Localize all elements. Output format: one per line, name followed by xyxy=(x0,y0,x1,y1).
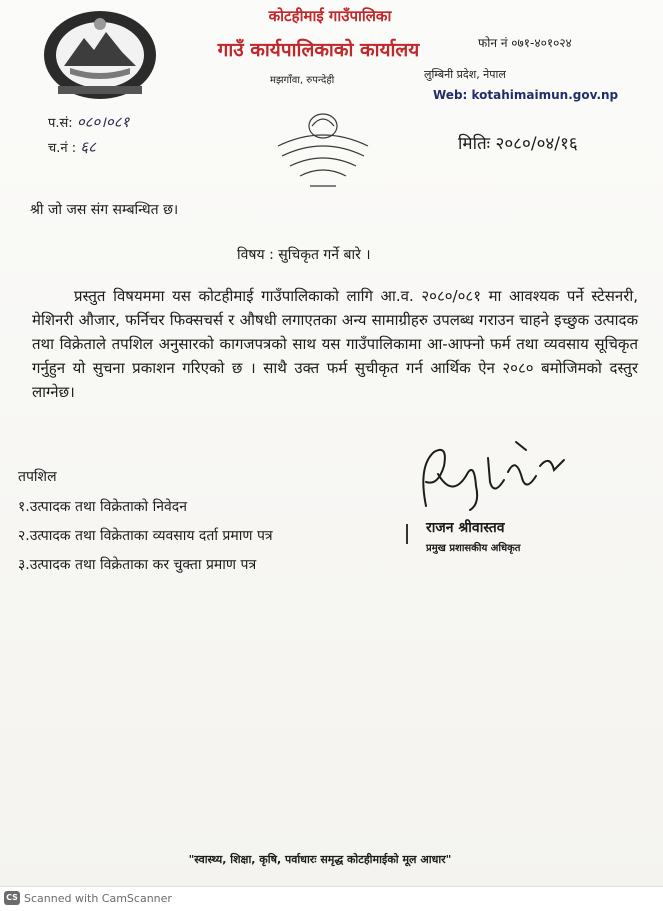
phone-number: फोन नं ०७१-४०१०२४ xyxy=(478,36,572,50)
list-item: १.उत्पादक तथा विक्रेताको निवेदन xyxy=(18,499,187,515)
ps-value: ०८०।०८१ xyxy=(76,113,130,131)
office-name: गाउँ कार्यपालिकाको कार्यालय xyxy=(217,39,420,61)
scanner-watermark-bar xyxy=(0,886,663,911)
cn-label: च.नं : xyxy=(48,141,77,156)
required-documents-list xyxy=(18,493,273,580)
ps-label: प.सं: xyxy=(48,116,73,131)
ref-cn xyxy=(48,137,96,157)
subject-line: विषय : सुचिकृत गर्ने बारे । xyxy=(237,247,371,263)
signatory-name: राजन श्रीवास्तव xyxy=(426,520,505,536)
recipient-line: श्री जो जस संग सम्बन्धित छ। xyxy=(30,202,179,218)
municipality-name: कोटहीमाई गाउँपालिका xyxy=(268,7,392,25)
scanner-watermark-text: Scanned with CamScanner xyxy=(24,892,172,905)
office-address: मझगाँवा, रुपन्देही xyxy=(270,75,335,86)
notice-body-text: प्रस्तुत विषयममा यस कोटहीमाई गाउँपालिकाको लागि आ.व. २०८०/०८१ मा आवश्यक पर्ने स्टेसनरी, मेशिनरी औजार, फर्निचर फिक्सचर्स र औषधी लगाएतका अन्य सामाग्रीहरु उपलब्ध गराउन चाहने इच्छुक उत्पादक तथा विक्रेताले तपशिल अनुसारको कागजपत्रको साथ यस गाउँपालिकामा आ-आफ्नो फर्म तथा व्यवसाय सूचिकृत गर्नुहुन यो सुचना प्रकाशन गरिएको छ । साथै उक्त फर्म सुचीकृत गर्न आर्थिक ऐन २०८० बमोजिमको दस्तुर लाग्नेछ। xyxy=(32,287,639,401)
website-link[interactable]: Web: kotahimaimun.gov.np xyxy=(433,88,619,102)
signature-divider xyxy=(406,524,408,544)
signatory-title: प्रमुख प्रशासकीय अधिकृत xyxy=(426,543,521,554)
handwritten-signature xyxy=(404,436,584,516)
ref-ps xyxy=(48,112,129,132)
province-label: लुम्बिनी प्रदेश, नेपाल xyxy=(424,68,506,81)
cn-value: ६८ xyxy=(80,138,96,156)
office-stamp xyxy=(268,104,378,194)
list-heading: तपशिल xyxy=(18,469,57,485)
list-item: २.उत्पादक तथा विक्रेताका व्यवसाय दर्ता प्रमाण पत्र xyxy=(18,528,273,544)
notice-body xyxy=(32,284,638,404)
footer-motto: "स्वास्थ्य, शिक्षा, कृषि, पर्वाधारः समृद्ध कोटहीमाईको मूल आधार" xyxy=(188,853,452,866)
list-item: ३.उत्पादक तथा विक्रेताका कर चुक्ता प्रमाण पत्र xyxy=(18,557,257,573)
camscanner-logo-icon: CS xyxy=(4,891,20,905)
nepal-emblem-logo xyxy=(40,8,160,102)
letter-date: मितिः २०८०/०४/१६ xyxy=(458,134,578,154)
